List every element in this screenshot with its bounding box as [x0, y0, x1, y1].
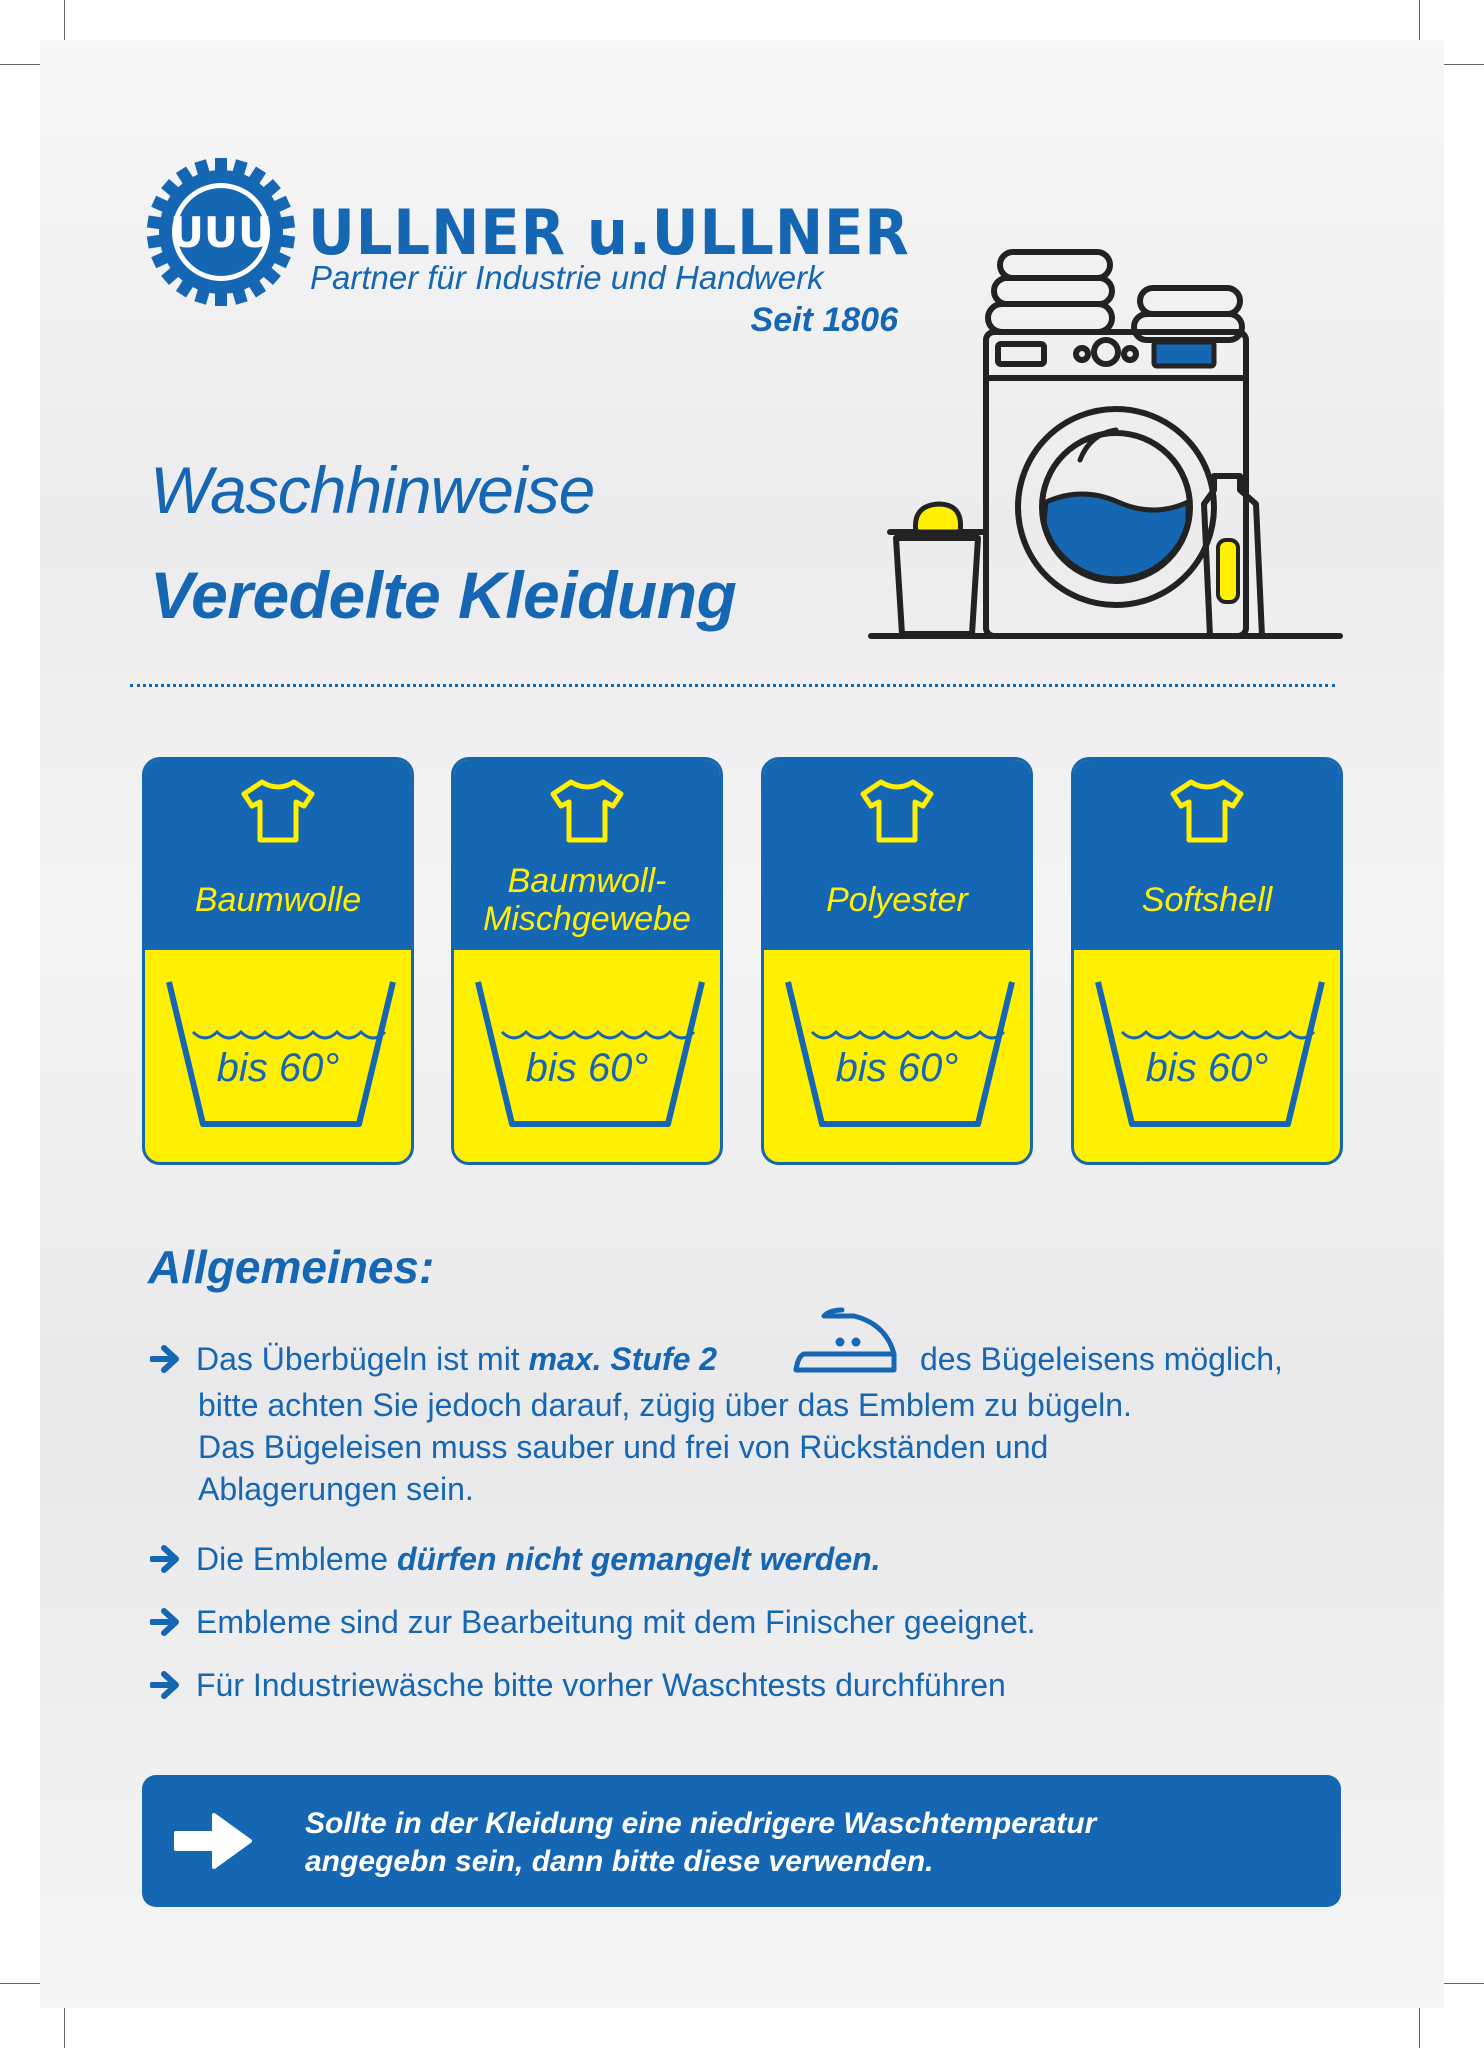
crop-mark [64, 2002, 65, 2048]
brand-tagline: Partner für Industrie und Handwerk [310, 259, 824, 296]
note-text-emphasis: max. Stufe 2 [528, 1341, 718, 1377]
notice-line-2: angegebn sein, dann bitte diese verwenden. [305, 1845, 934, 1878]
logo-text: UUU [169, 208, 273, 257]
gear-logo-icon [143, 154, 299, 310]
shirt-icon [240, 778, 316, 844]
care-card-softshell [1071, 757, 1343, 1165]
note-text-after: des Bügeleisens möglich, [920, 1341, 1283, 1377]
care-card-temperature: bis 60° [216, 1046, 340, 1090]
notice-line-1: Sollte in der Kleidung eine niedrigere Waschtemperatur [305, 1807, 1097, 1840]
care-card-temperature: bis 60° [525, 1046, 649, 1090]
arrow-right-icon [170, 1807, 256, 1875]
arrow-right-icon [150, 1663, 184, 1707]
care-card-material: Baumwoll- Mischgewebe [483, 862, 691, 938]
note-continuation: bitte achten Sie jedoch darauf, zügig über das Emblem zu bügeln. [198, 1387, 1132, 1423]
notice-banner [142, 1775, 1341, 1907]
care-card-material: Baumwolle [194, 881, 362, 919]
care-card-baumwoll-mischgewebe [451, 757, 723, 1165]
list-item [150, 1537, 1350, 1581]
list-item [150, 1600, 1350, 1644]
care-card-temperature: bis 60° [1145, 1046, 1269, 1090]
page-subtitle: Veredelte Kleidung [150, 558, 737, 632]
crop-mark [1419, 2002, 1420, 2048]
note-text-before: Die Embleme [196, 1541, 397, 1577]
note-text [196, 1337, 717, 1381]
care-card-baumwolle [142, 757, 414, 1165]
washing-machine-icon [868, 240, 1348, 650]
list-item [150, 1663, 1350, 1707]
brand-name: ULLNER u.ULLNER [308, 196, 910, 269]
notice-text [305, 1805, 1096, 1881]
arrow-right-icon [150, 1337, 184, 1381]
section-heading: Allgemeines: [148, 1241, 435, 1293]
note-text-before: Das Überbügeln ist mit [196, 1341, 529, 1377]
care-card-material: Polyester [826, 881, 968, 919]
note-text [196, 1537, 881, 1581]
arrow-right-icon [150, 1600, 184, 1644]
list-item [150, 1337, 1350, 1381]
section-divider [130, 684, 1335, 687]
arrow-right-icon [150, 1537, 184, 1581]
note-text: Für Industriewäsche bitte vorher Waschtests durchführen [196, 1667, 1006, 1703]
shirt-icon [549, 778, 625, 844]
note-continuation: Ablagerungen sein. [198, 1471, 474, 1507]
page-title: Waschhinweise [150, 453, 595, 527]
note-text-emphasis: dürfen nicht gemangelt werden. [396, 1541, 881, 1577]
brand-since: Seit 1806 [750, 301, 898, 339]
care-card-material: Softshell [1141, 881, 1273, 919]
note-text: Embleme sind zur Bearbeitung mit dem Finischer geeignet. [196, 1604, 1036, 1640]
note-continuation: Das Bügeleisen muss sauber und frei von Rückständen und [198, 1429, 1049, 1465]
iron-icon [790, 1302, 900, 1376]
care-card-polyester [761, 757, 1033, 1165]
shirt-icon [859, 778, 935, 844]
shirt-icon [1169, 778, 1245, 844]
care-card-temperature: bis 60° [835, 1046, 959, 1090]
